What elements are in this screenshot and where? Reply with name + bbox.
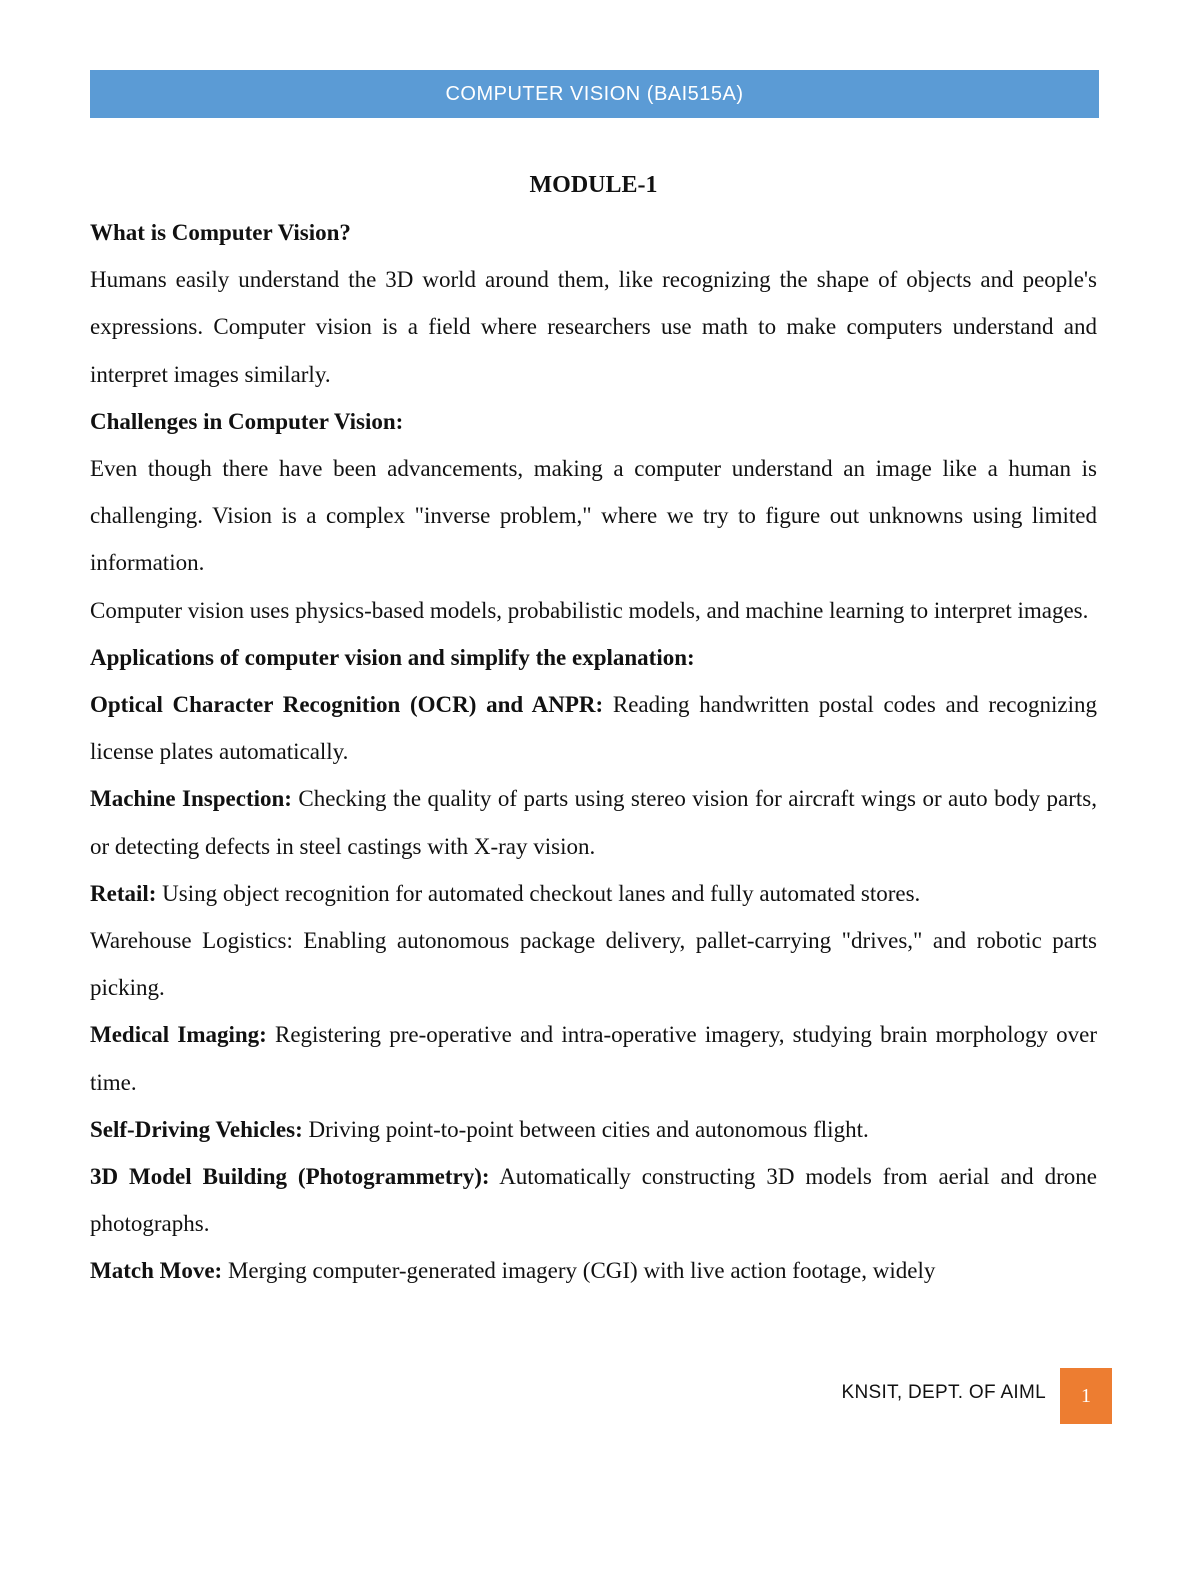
application-text: Reading handwritten postal codes and recognizing license plates automatically.: [90, 692, 1097, 765]
application-item-self-driving: [90, 1106, 1097, 1153]
application-text: Automatically constructing 3D models from aerial and drone photographs.: [90, 1164, 1097, 1237]
application-term: Machine Inspection:: [90, 786, 292, 812]
application-item-ocr: [90, 681, 1097, 775]
heading-what-is-cv: What is Computer Vision?: [90, 220, 351, 245]
application-text: Using object recognition for automated checkout lanes and fully automated stores.: [156, 880, 921, 906]
application-term: Match Move:: [90, 1258, 223, 1284]
page-footer: [0, 1368, 1200, 1424]
header-title: COMPUTER VISION (BAI515A): [445, 82, 744, 105]
application-item-retail: [90, 870, 1097, 917]
application-term: Retail:: [90, 880, 157, 906]
application-term: Medical Imaging:: [90, 1022, 267, 1048]
application-item-medical-imaging: [90, 1011, 1097, 1105]
header-bar: [90, 70, 1099, 118]
application-item-machine-inspection: [90, 775, 1097, 869]
application-text: Merging computer-generated imagery (CGI) with live action footage, widely: [222, 1258, 936, 1284]
footer-text: KNSIT, DEPT. OF AIML: [841, 1382, 1046, 1403]
document-body: [90, 162, 1097, 1295]
paragraph-what-is-cv: Humans easily understand the 3D world around them, like recognizing the shape of objects and people's expressions. Computer vision is a field where researchers use math to make computers understand and interpret images similarly.: [90, 267, 1097, 387]
application-item-warehouse: [90, 917, 1097, 1011]
application-text: Warehouse Logistics: Enabling autonomous package delivery, pallet-carrying "drives," and robotic parts picking.: [90, 928, 1097, 1001]
application-item-match-move: [90, 1247, 1097, 1294]
application-text: Checking the quality of parts using stereo vision for aircraft wings or auto body parts, or detecting defects in steel castings with X-ray vision.: [90, 786, 1097, 859]
application-term: Optical Character Recognition (OCR) and ANPR:: [90, 692, 604, 718]
page-number-box: [1060, 1368, 1112, 1424]
paragraph-challenges-1: Even though there have been advancements, making a computer understand an image like a human is challenging. Vision is a complex "inverse problem," where we try to figure out unknowns using limited information.: [90, 456, 1097, 576]
module-title: MODULE-1: [529, 172, 658, 198]
application-term: 3D Model Building (Photogrammetry):: [90, 1164, 490, 1190]
application-term: Self-Driving Vehicles:: [90, 1116, 303, 1142]
application-item-3d-model: [90, 1153, 1097, 1247]
application-text: Driving point-to-point between cities and autonomous flight.: [302, 1116, 869, 1142]
page-number: 1: [1081, 1384, 1091, 1407]
application-text: Registering pre-operative and intra-operative imagery, studying brain morphology over time.: [90, 1022, 1097, 1095]
heading-applications: Applications of computer vision and simplify the explanation:: [90, 644, 695, 670]
paragraph-challenges-2: Computer vision uses physics-based models, probabilistic models, and machine learning to interpret images.: [90, 597, 1089, 623]
heading-challenges: Challenges in Computer Vision:: [90, 408, 404, 434]
